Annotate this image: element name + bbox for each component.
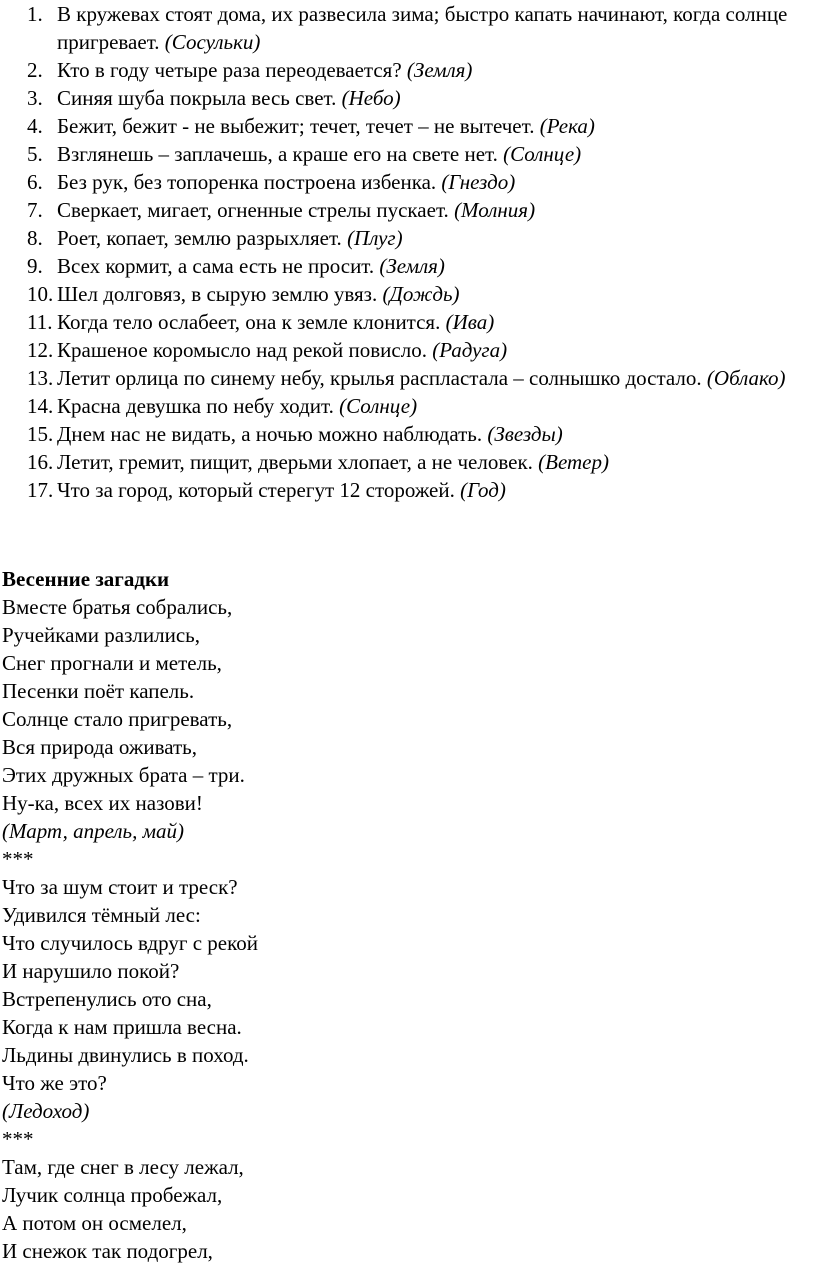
riddle-item [0,336,816,364]
poem-line: Ну-ка, всех их назови! [2,791,203,815]
riddle-item [0,476,816,504]
riddle-answer: (Ветер) [538,450,610,474]
riddle-text: Бежит, бежит - не выбежит; течет, течет – не вытечет. [57,114,535,138]
riddle-answer: (Небо) [341,86,401,110]
poem-line: Вся природа оживать, [2,735,198,759]
spring-riddles-section [2,565,258,1265]
riddle-answer: (Дождь) [382,282,460,306]
riddle-number: 12. [27,338,54,362]
riddle-answer: (Радуга) [432,338,508,362]
poem-line: Песенки поёт капель. [2,679,195,703]
poem-line: И нарушило покой? [2,959,180,983]
riddle-text: Шел долговяз, в сырую землю увяз. [57,282,378,306]
poem-line: Вместе братья собрались, [2,595,233,619]
riddle-item [0,168,816,196]
riddle-answer: (Земля) [406,58,473,82]
riddle-item [0,84,816,112]
poem-line: И снежок так подогрел, [2,1239,213,1263]
poem-line: Удивился тёмный лес: [2,903,201,927]
riddle-text: Когда тело ослабеет, она к земле клонится. [57,310,441,334]
riddle-text: Красна девушка по небу ходит. [57,394,334,418]
riddle-number: 6. [27,170,43,194]
poem-line: Что случилось вдруг с рекой [2,931,258,955]
section-separator: *** [2,847,34,871]
riddle-text: Синяя шуба покрыла весь свет. [57,86,337,110]
poem-lines [2,593,258,1265]
poem-answer: (Ледоход) [2,1099,90,1123]
riddle-text: Летит, гремит, пищит, дверьми хлопает, а не человек. [57,450,533,474]
riddle-text: Кто в году четыре раза переодевается? [57,58,402,82]
riddle-text: Летит орлица по синему небу, крылья распластала – солнышко достало. [57,366,702,390]
poem-line: Встрепенулись ото сна, [2,987,212,1011]
poem-line: Солнце стало пригревать, [2,707,233,731]
riddle-item [0,420,816,448]
riddle-item [0,0,816,56]
riddle-answer: (Гнездо) [441,170,516,194]
poem-line: Там, где снег в лесу лежал, [2,1155,244,1179]
riddle-answer: (Плуг) [347,226,403,250]
poem-line: Ручейками разлились, [2,623,200,647]
riddle-number: 3. [27,86,43,110]
riddle-answer: (Звезды) [487,422,563,446]
poem-line: А потом он осмелел, [2,1211,187,1235]
riddle-number: 11. [27,310,53,334]
riddle-number: 9. [27,254,43,278]
riddle-text: Что за город, который стерегут 12 сторожей. [57,478,455,502]
riddle-answer: (Река) [539,114,595,138]
riddle-number: 15. [27,422,54,446]
poem-line: Льдины двинулись в поход. [2,1043,249,1067]
riddle-list [0,0,816,504]
riddle-text: Крашеное коромысло над рекой повисло. [57,338,427,362]
riddle-item [0,308,816,336]
riddle-number: 1. [27,2,43,26]
poem-line: Когда к нам пришла весна. [2,1015,242,1039]
riddle-item [0,392,816,420]
riddle-number: 10. [27,282,54,306]
riddle-text: Сверкает, мигает, огненные стрелы пускает. [57,198,449,222]
riddle-text: В кружевах стоят дома, их развесила зима; быстро капать начинают, когда солнце пригревает. [57,2,788,54]
poem-line: Лучик солнца пробежал, [2,1183,223,1207]
section-separator: *** [2,1127,34,1151]
riddle-answer: (Год) [460,478,506,502]
riddle-text: Взглянешь – заплачешь, а краше его на свете нет. [57,142,498,166]
riddle-answer: (Солнце) [339,394,418,418]
poem-line: Этих дружных брата – три. [2,763,245,787]
riddle-text: Роет, копает, землю разрыхляет. [57,226,342,250]
riddle-answer: (Молния) [454,198,536,222]
riddle-item [0,224,816,252]
riddle-number: 7. [27,198,43,222]
riddle-number: 8. [27,226,43,250]
riddle-answer: (Облако) [706,366,786,390]
poem-answer: (Март, апрель, май) [2,819,185,843]
riddle-number: 17. [27,478,54,502]
riddle-number: 4. [27,114,43,138]
riddle-text: Без рук, без топоренка построена избенка. [57,170,437,194]
poem-line: Снег прогнали и метель, [2,651,222,675]
riddle-number: 13. [27,366,54,390]
riddle-item [0,112,816,140]
section-heading: Весенние загадки [2,567,170,591]
riddle-answer: (Солнце) [503,142,582,166]
riddle-answer: (Сосульки) [164,30,261,54]
poem-line: Что за шум стоит и треск? [2,875,238,899]
riddle-number: 16. [27,450,54,474]
riddle-number: 2. [27,58,43,82]
riddle-item [0,56,816,84]
riddle-item [0,196,816,224]
riddle-text: Днем нас не видать, а ночью можно наблюдать. [57,422,483,446]
riddle-answer: (Ива) [445,310,495,334]
riddle-item [0,140,816,168]
riddle-item [0,252,816,280]
riddle-number: 5. [27,142,43,166]
riddle-item [0,364,816,392]
riddle-text: Всех кормит, а сама есть не просит. [57,254,375,278]
poem-line: Что же это? [2,1071,107,1095]
riddle-item [0,280,816,308]
riddle-answer: (Земля) [379,254,445,278]
riddle-number: 14. [27,394,54,418]
riddle-item [0,448,816,476]
